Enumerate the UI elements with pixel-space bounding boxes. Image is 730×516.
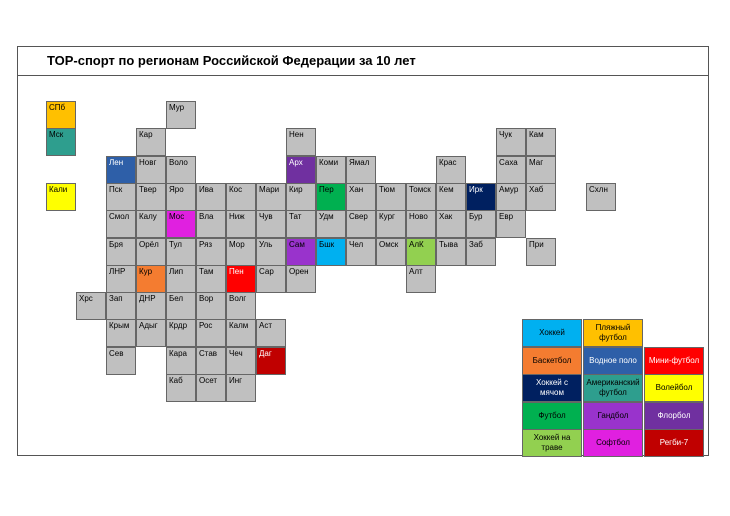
legend-item: Американский футбол <box>583 374 643 402</box>
region-tile: Кос <box>226 183 256 211</box>
region-tile: Нен <box>286 128 316 156</box>
region-tile: Ямал <box>346 156 376 184</box>
region-tile: Новг <box>136 156 166 184</box>
legend-item: Флорбол <box>644 402 704 430</box>
region-tile: Волг <box>226 292 256 320</box>
region-tile: Лип <box>166 265 196 293</box>
legend-item: Баскетбол <box>522 347 582 375</box>
region-tile: Саха <box>496 156 526 184</box>
region-tile: Сев <box>106 347 136 375</box>
region-tile: ЛНР <box>106 265 136 293</box>
region-tile: Ирк <box>466 183 496 211</box>
region-tile: Крдр <box>166 319 196 347</box>
region-tile: Хрс <box>76 292 106 320</box>
region-tile: Хак <box>436 210 466 238</box>
region-tile: Калу <box>136 210 166 238</box>
region-tile: Кир <box>286 183 316 211</box>
region-tile: Заб <box>466 238 496 266</box>
region-tile: ДНР <box>136 292 166 320</box>
region-tile: Уль <box>256 238 286 266</box>
region-tile: Инг <box>226 374 256 402</box>
region-tile: Сам <box>286 238 316 266</box>
region-tile: Бур <box>466 210 496 238</box>
region-tile: Тул <box>166 238 196 266</box>
region-tile: Аст <box>256 319 286 347</box>
region-tile: Яро <box>166 183 196 211</box>
region-tile: Кали <box>46 183 76 211</box>
region-tile: Кар <box>136 128 166 156</box>
region-tile: Кур <box>136 265 166 293</box>
region-tile: Смол <box>106 210 136 238</box>
region-tile: Пен <box>226 265 256 293</box>
region-tile: Пск <box>106 183 136 211</box>
legend-item: Водное поло <box>583 347 643 375</box>
region-tile: Пер <box>316 183 346 211</box>
region-tile: Воло <box>166 156 196 184</box>
region-tile: Чеч <box>226 347 256 375</box>
region-tile: Мор <box>226 238 256 266</box>
region-tile: Став <box>196 347 226 375</box>
region-tile: Амур <box>496 183 526 211</box>
region-tile: Мур <box>166 101 196 129</box>
region-tile: Маг <box>526 156 556 184</box>
legend-item: Волейбол <box>644 374 704 402</box>
region-tile: Крым <box>106 319 136 347</box>
legend-item: Пляжный футбол <box>583 319 643 347</box>
region-tile: Хан <box>346 183 376 211</box>
region-tile: Вор <box>196 292 226 320</box>
region-tile: Рос <box>196 319 226 347</box>
region-tile: Кург <box>376 210 406 238</box>
legend-item: Регби-7 <box>644 429 704 457</box>
region-tile: Алт <box>406 265 436 293</box>
region-tile: Мари <box>256 183 286 211</box>
region-tile: Бшк <box>316 238 346 266</box>
region-tile: Коми <box>316 156 346 184</box>
region-tile: Схлн <box>586 183 616 211</box>
region-tile: Кам <box>526 128 556 156</box>
region-tile: Тыва <box>436 238 466 266</box>
region-tile: Ряз <box>196 238 226 266</box>
region-tile: Евр <box>496 210 526 238</box>
region-tile: Кара <box>166 347 196 375</box>
region-tile: Орен <box>286 265 316 293</box>
region-tile: Орёл <box>136 238 166 266</box>
region-tile: Свер <box>346 210 376 238</box>
legend-item: Хоккей с мячом <box>522 374 582 402</box>
region-tile: Хаб <box>526 183 556 211</box>
region-tile: Омск <box>376 238 406 266</box>
legend-item: Софтбол <box>583 429 643 457</box>
legend-item: Гандбол <box>583 402 643 430</box>
region-tile: Чук <box>496 128 526 156</box>
region-tile: Адыг <box>136 319 166 347</box>
legend-item: Хоккей на траве <box>522 429 582 457</box>
region-tile: Ива <box>196 183 226 211</box>
region-tile: Ново <box>406 210 436 238</box>
region-tile: Твер <box>136 183 166 211</box>
region-tile: Мск <box>46 128 76 156</box>
legend-item: Мини-футбол <box>644 347 704 375</box>
region-tile: Чув <box>256 210 286 238</box>
region-tile: Крас <box>436 156 466 184</box>
region-tile: Бря <box>106 238 136 266</box>
region-tile: СПб <box>46 101 76 129</box>
legend-item: Футбол <box>522 402 582 430</box>
region-tile: Вла <box>196 210 226 238</box>
region-tile: Сар <box>256 265 286 293</box>
region-tile: Чел <box>346 238 376 266</box>
map-title: ТОР-спорт по регионам Российской Федерации за 10 лет <box>47 53 416 68</box>
region-tile: Тат <box>286 210 316 238</box>
region-tile: Арх <box>286 156 316 184</box>
region-tile: Лен <box>106 156 136 184</box>
region-tile: Калм <box>226 319 256 347</box>
region-tile: Бел <box>166 292 196 320</box>
region-tile: Удм <box>316 210 346 238</box>
legend-item: Хоккей <box>522 319 582 347</box>
region-tile: При <box>526 238 556 266</box>
region-tile: Кем <box>436 183 466 211</box>
region-tile: Ниж <box>226 210 256 238</box>
region-tile: Зап <box>106 292 136 320</box>
region-tile: Осет <box>196 374 226 402</box>
region-tile: Каб <box>166 374 196 402</box>
region-tile: АлК <box>406 238 436 266</box>
region-tile: Томск <box>406 183 436 211</box>
region-tile: Даг <box>256 347 286 375</box>
region-tile: Тюм <box>376 183 406 211</box>
region-tile: Там <box>196 265 226 293</box>
region-tile: Мос <box>166 210 196 238</box>
